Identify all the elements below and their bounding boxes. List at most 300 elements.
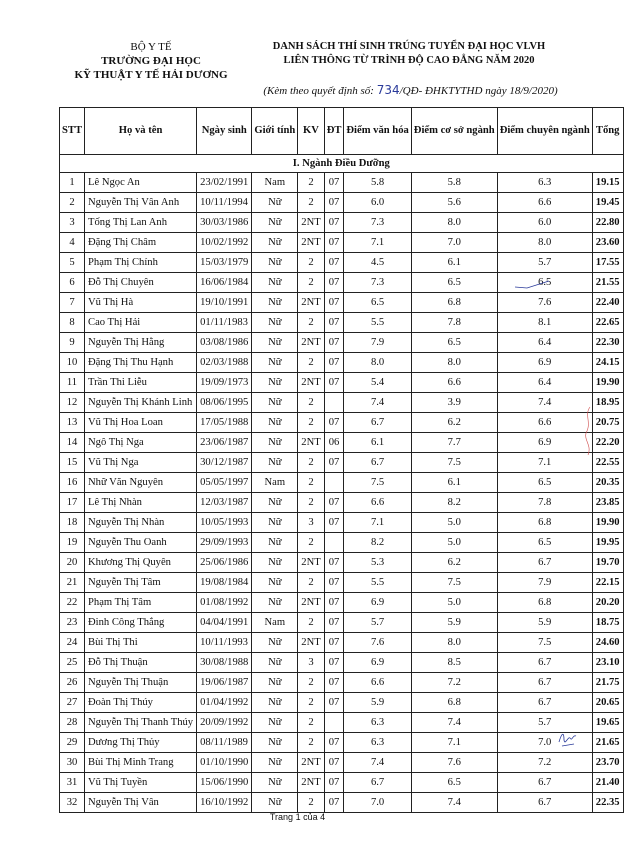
major-score-cell: 7.1 (497, 453, 592, 473)
kv-cell: 2 (298, 313, 324, 333)
total-cell: 22.80 (592, 213, 623, 233)
total-cell: 18.95 (592, 393, 623, 413)
base-score-cell: 6.2 (411, 413, 497, 433)
base-score-cell: 7.5 (411, 453, 497, 473)
dob-cell: 23/06/1987 (197, 433, 252, 453)
base-score-cell: 6.8 (411, 293, 497, 313)
base-score-cell: 6.6 (411, 373, 497, 393)
major-score-cell: 6.9 (497, 433, 592, 453)
dob-cell: 15/06/1990 (197, 773, 252, 793)
base-score-cell: 6.1 (411, 253, 497, 273)
gender-cell: Nữ (252, 753, 298, 773)
stt-cell: 25 (60, 653, 85, 673)
total-cell: 19.70 (592, 553, 623, 573)
dob-cell: 01/04/1992 (197, 693, 252, 713)
gender-cell: Nữ (252, 373, 298, 393)
title-line1: DANH SÁCH THÍ SINH TRÚNG TUYỂN ĐẠI HỌC VLVH (272, 41, 546, 52)
dt-cell: 07 (324, 513, 344, 533)
dt-cell: 07 (324, 753, 344, 773)
stt-cell: 16 (60, 473, 85, 493)
dob-cell: 04/04/1991 (197, 613, 252, 633)
table-row (60, 173, 624, 193)
dt-cell: 07 (324, 313, 344, 333)
col-header-dob: Ngày sinh (197, 108, 252, 155)
kv-cell: 2NT (298, 593, 324, 613)
name-cell: Lê Thị Nhàn (85, 493, 197, 513)
kv-cell: 2NT (298, 553, 324, 573)
total-cell: 20.75 (592, 413, 623, 433)
stt-cell: 6 (60, 273, 85, 293)
gender-cell: Nam (252, 613, 298, 633)
dob-cell: 19/06/1987 (197, 673, 252, 693)
table-row (60, 233, 624, 253)
table-row (60, 393, 624, 413)
major-score-cell: 6.8 (497, 593, 592, 613)
name-cell: Dương Thị Thủy (85, 733, 197, 753)
stt-cell: 7 (60, 293, 85, 313)
kv-cell: 2NT (298, 433, 324, 453)
gender-cell: Nữ (252, 493, 298, 513)
col-header-name: Họ và tên (85, 108, 197, 155)
name-cell: Đỗ Thị Chuyên (85, 273, 197, 293)
dob-cell: 30/12/1987 (197, 453, 252, 473)
name-cell: Đoàn Thị Thúy (85, 693, 197, 713)
culture-score-cell: 7.5 (344, 473, 411, 493)
total-cell: 17.55 (592, 253, 623, 273)
stt-cell: 14 (60, 433, 85, 453)
stt-cell: 17 (60, 493, 85, 513)
culture-score-cell: 6.9 (344, 653, 411, 673)
culture-score-cell: 5.5 (344, 313, 411, 333)
gender-cell: Nữ (252, 553, 298, 573)
gender-cell: Nữ (252, 193, 298, 213)
initials-signature (556, 728, 580, 750)
kv-cell: 2 (298, 793, 324, 813)
total-cell: 23.10 (592, 653, 623, 673)
dob-cell: 10/05/1993 (197, 513, 252, 533)
stt-cell: 2 (60, 193, 85, 213)
total-cell: 22.40 (592, 293, 623, 313)
total-cell: 24.15 (592, 353, 623, 373)
stt-cell: 26 (60, 673, 85, 693)
total-cell: 22.15 (592, 573, 623, 593)
dob-cell: 05/05/1997 (197, 473, 252, 493)
name-cell: Đặng Thị Châm (85, 233, 197, 253)
decision-suffix: /QĐ- ĐHKTYTHD ngày 18/9/2020) (399, 85, 558, 97)
base-score-cell: 7.6 (411, 753, 497, 773)
kv-cell: 2 (298, 413, 324, 433)
total-cell: 19.90 (592, 373, 623, 393)
stt-cell: 31 (60, 773, 85, 793)
base-score-cell: 6.5 (411, 273, 497, 293)
table-row (60, 513, 624, 533)
col-header-culture: Điểm văn hóa (344, 108, 411, 155)
base-score-cell: 3.9 (411, 393, 497, 413)
dob-cell: 19/10/1991 (197, 293, 252, 313)
gender-cell: Nữ (252, 433, 298, 453)
dt-cell (324, 533, 344, 553)
base-score-cell: 7.2 (411, 673, 497, 693)
dt-cell: 07 (324, 633, 344, 653)
major-score-cell: 6.7 (497, 773, 592, 793)
kv-cell: 2 (298, 193, 324, 213)
name-cell: Nguyễn Thị Hằng (85, 333, 197, 353)
table-row (60, 533, 624, 553)
title-line2: LIÊN THÔNG TỪ TRÌNH ĐỘ CAO ĐẲNG NĂM 2020 (283, 55, 535, 66)
total-cell: 20.65 (592, 693, 623, 713)
table-row (60, 773, 624, 793)
dob-cell: 01/08/1992 (197, 593, 252, 613)
major-score-cell: 6.5 (497, 473, 592, 493)
dt-cell (324, 473, 344, 493)
name-cell: Đỗ Thị Thuận (85, 653, 197, 673)
major-score-cell: 5.9 (497, 613, 592, 633)
gender-cell: Nữ (252, 673, 298, 693)
major-score-cell: 6.4 (497, 333, 592, 353)
name-cell: Khương Thị Quyên (85, 553, 197, 573)
gender-cell: Nữ (252, 333, 298, 353)
table-row (60, 333, 624, 353)
table-row (60, 673, 624, 693)
major-score-cell: 7.9 (497, 573, 592, 593)
culture-score-cell: 7.4 (344, 753, 411, 773)
kv-cell: 2 (298, 673, 324, 693)
name-cell: Vũ Thị Hà (85, 293, 197, 313)
kv-cell: 3 (298, 653, 324, 673)
total-cell: 21.55 (592, 273, 623, 293)
gender-cell: Nữ (252, 593, 298, 613)
table-row (60, 353, 624, 373)
gender-cell: Nữ (252, 253, 298, 273)
ministry-name: BỘ Y TẾ (130, 41, 172, 53)
institution-header (56, 40, 246, 82)
dt-cell: 07 (324, 693, 344, 713)
stt-cell: 13 (60, 413, 85, 433)
kv-cell: 2 (298, 733, 324, 753)
major-score-cell: 7.0 (497, 733, 592, 753)
stt-cell: 21 (60, 573, 85, 593)
major-score-cell: 5.7 (497, 713, 592, 733)
table-row (60, 653, 624, 673)
major-score-cell: 6.7 (497, 653, 592, 673)
name-cell: Nguyễn Thị Thuận (85, 673, 197, 693)
dob-cell: 10/11/1994 (197, 193, 252, 213)
culture-score-cell: 6.7 (344, 453, 411, 473)
stt-cell: 8 (60, 313, 85, 333)
total-cell: 23.60 (592, 233, 623, 253)
kv-cell: 2 (298, 693, 324, 713)
stt-cell: 27 (60, 693, 85, 713)
dt-cell: 07 (324, 673, 344, 693)
kv-cell: 2 (298, 253, 324, 273)
name-cell: Phạm Thị Chính (85, 253, 197, 273)
dt-cell: 07 (324, 593, 344, 613)
page-number: Trang 1 của 4 (269, 812, 326, 822)
pen-check-mark (513, 280, 553, 290)
culture-score-cell: 8.2 (344, 533, 411, 553)
culture-score-cell: 5.8 (344, 173, 411, 193)
stt-cell: 19 (60, 533, 85, 553)
stt-cell: 22 (60, 593, 85, 613)
name-cell: Tống Thị Lan Anh (85, 213, 197, 233)
dob-cell: 23/02/1991 (197, 173, 252, 193)
table-row (60, 293, 624, 313)
major-score-cell: 6.0 (497, 213, 592, 233)
stt-cell: 24 (60, 633, 85, 653)
stt-cell: 30 (60, 753, 85, 773)
name-cell: Cao Thị Hải (85, 313, 197, 333)
dt-cell: 07 (324, 773, 344, 793)
major-score-cell: 6.4 (497, 373, 592, 393)
dt-cell: 07 (324, 653, 344, 673)
table-row (60, 633, 624, 653)
kv-cell: 2 (298, 613, 324, 633)
gender-cell: Nữ (252, 773, 298, 793)
col-header-total: Tổng (592, 108, 623, 155)
dob-cell: 19/09/1973 (197, 373, 252, 393)
dt-cell (324, 713, 344, 733)
decision-reference (248, 83, 573, 97)
culture-score-cell: 5.9 (344, 693, 411, 713)
decision-number: 734 (376, 83, 400, 97)
dt-cell: 07 (324, 373, 344, 393)
base-score-cell: 6.8 (411, 693, 497, 713)
major-score-cell: 7.4 (497, 393, 592, 413)
dob-cell: 30/03/1986 (197, 213, 252, 233)
base-score-cell: 7.8 (411, 313, 497, 333)
dob-cell: 17/05/1988 (197, 413, 252, 433)
table-row (60, 753, 624, 773)
major-score-cell: 6.6 (497, 193, 592, 213)
dob-cell: 01/10/1990 (197, 753, 252, 773)
total-cell: 24.60 (592, 633, 623, 653)
dob-cell: 10/02/1992 (197, 233, 252, 253)
culture-score-cell: 7.3 (344, 213, 411, 233)
culture-score-cell: 6.6 (344, 673, 411, 693)
name-cell: Bùi Thị Thi (85, 633, 197, 653)
dob-cell: 01/11/1983 (197, 313, 252, 333)
col-header-stt: STT (60, 108, 85, 155)
base-score-cell: 7.4 (411, 713, 497, 733)
base-score-cell: 8.2 (411, 493, 497, 513)
gender-cell: Nữ (252, 733, 298, 753)
gender-cell: Nữ (252, 453, 298, 473)
stt-cell: 18 (60, 513, 85, 533)
total-cell: 23.85 (592, 493, 623, 513)
culture-score-cell: 4.5 (344, 253, 411, 273)
table-row (60, 193, 624, 213)
dt-cell: 07 (324, 453, 344, 473)
name-cell: Nguyễn Thị Thanh Thúy (85, 713, 197, 733)
total-cell: 19.95 (592, 533, 623, 553)
gender-cell: Nữ (252, 413, 298, 433)
dob-cell: 30/08/1988 (197, 653, 252, 673)
dt-cell: 07 (324, 213, 344, 233)
gender-cell: Nữ (252, 293, 298, 313)
kv-cell: 2NT (298, 233, 324, 253)
major-score-cell: 6.5 (497, 533, 592, 553)
culture-score-cell: 6.3 (344, 713, 411, 733)
total-cell: 19.45 (592, 193, 623, 213)
major-score-cell: 8.1 (497, 313, 592, 333)
kv-cell: 2 (298, 453, 324, 473)
name-cell: Nguyễn Thị Nhàn (85, 513, 197, 533)
name-cell: Nguyễn Thị Tâm (85, 573, 197, 593)
dt-cell: 06 (324, 433, 344, 453)
stt-cell: 20 (60, 553, 85, 573)
culture-score-cell: 6.3 (344, 733, 411, 753)
major-score-cell: 6.6 (497, 413, 592, 433)
kv-cell: 2 (298, 173, 324, 193)
table-header-row (60, 108, 624, 155)
gender-cell: Nữ (252, 693, 298, 713)
major-score-cell: 6.7 (497, 693, 592, 713)
col-header-major: Điểm chuyên ngành (497, 108, 592, 155)
gender-cell: Nữ (252, 393, 298, 413)
dt-cell: 07 (324, 493, 344, 513)
kv-cell: 3 (298, 513, 324, 533)
major-score-cell: 8.0 (497, 233, 592, 253)
kv-cell: 2NT (298, 213, 324, 233)
gender-cell: Nam (252, 173, 298, 193)
school-name-line2: KỸ THUẬT Y TẾ HẢI DƯƠNG (74, 69, 228, 81)
stt-cell: 9 (60, 333, 85, 353)
total-cell: 22.35 (592, 793, 623, 813)
major-score-cell: 7.5 (497, 633, 592, 653)
dt-cell: 07 (324, 333, 344, 353)
dt-cell: 07 (324, 733, 344, 753)
culture-score-cell: 8.0 (344, 353, 411, 373)
culture-score-cell: 7.3 (344, 273, 411, 293)
major-score-cell: 6.3 (497, 173, 592, 193)
base-score-cell: 6.5 (411, 333, 497, 353)
table-row (60, 493, 624, 513)
dob-cell: 12/03/1987 (197, 493, 252, 513)
name-cell: Bùi Thị Minh Trang (85, 753, 197, 773)
stt-cell: 1 (60, 173, 85, 193)
total-cell: 20.35 (592, 473, 623, 493)
name-cell: Vũ Thị Nga (85, 453, 197, 473)
major-score-cell: 6.7 (497, 673, 592, 693)
table-row (60, 573, 624, 593)
dt-cell: 07 (324, 553, 344, 573)
dob-cell: 03/08/1986 (197, 333, 252, 353)
kv-cell: 2 (298, 473, 324, 493)
base-score-cell: 8.5 (411, 653, 497, 673)
dt-cell: 07 (324, 253, 344, 273)
kv-cell: 2 (298, 533, 324, 553)
base-score-cell: 6.5 (411, 773, 497, 793)
name-cell: Ngô Thị Nga (85, 433, 197, 453)
total-cell: 18.75 (592, 613, 623, 633)
dt-cell: 07 (324, 193, 344, 213)
table-row (60, 713, 624, 733)
name-cell: Nguyễn Thu Oanh (85, 533, 197, 553)
dob-cell: 08/06/1995 (197, 393, 252, 413)
dob-cell: 02/03/1988 (197, 353, 252, 373)
culture-score-cell: 7.1 (344, 513, 411, 533)
dt-cell: 07 (324, 353, 344, 373)
name-cell: Đặng Thị Thu Hạnh (85, 353, 197, 373)
culture-score-cell: 7.0 (344, 793, 411, 813)
kv-cell: 2NT (298, 633, 324, 653)
stt-cell: 28 (60, 713, 85, 733)
dob-cell: 16/06/1984 (197, 273, 252, 293)
kv-cell: 2 (298, 393, 324, 413)
culture-score-cell: 6.5 (344, 293, 411, 313)
base-score-cell: 7.4 (411, 793, 497, 813)
name-cell: Trần Thi Liễu (85, 373, 197, 393)
culture-score-cell: 6.0 (344, 193, 411, 213)
table-row (60, 313, 624, 333)
dt-cell: 07 (324, 173, 344, 193)
stt-cell: 29 (60, 733, 85, 753)
gender-cell: Nữ (252, 573, 298, 593)
table-row (60, 473, 624, 493)
major-score-cell: 6.7 (497, 553, 592, 573)
kv-cell: 2 (298, 713, 324, 733)
stt-cell: 15 (60, 453, 85, 473)
table-row (60, 733, 624, 753)
major-score-cell: 7.2 (497, 753, 592, 773)
culture-score-cell: 7.1 (344, 233, 411, 253)
major-score-cell: 6.8 (497, 513, 592, 533)
table-row (60, 413, 624, 433)
name-cell: Nguyễn Thị Khánh Linh (85, 393, 197, 413)
dt-cell: 07 (324, 233, 344, 253)
base-score-cell: 5.0 (411, 533, 497, 553)
dt-cell (324, 393, 344, 413)
dt-cell: 07 (324, 273, 344, 293)
name-cell: Nguyễn Thị Vân (85, 793, 197, 813)
total-cell: 23.70 (592, 753, 623, 773)
table-row (60, 433, 624, 453)
document-title (244, 40, 574, 68)
gender-cell: Nữ (252, 313, 298, 333)
col-header-base: Điểm cơ sở ngành (411, 108, 497, 155)
gender-cell: Nữ (252, 213, 298, 233)
dt-cell: 07 (324, 613, 344, 633)
culture-score-cell: 5.7 (344, 613, 411, 633)
stt-cell: 12 (60, 393, 85, 413)
table-row (60, 613, 624, 633)
dob-cell: 25/06/1986 (197, 553, 252, 573)
table-row (60, 593, 624, 613)
dt-cell: 07 (324, 793, 344, 813)
table-row (60, 253, 624, 273)
culture-score-cell: 7.6 (344, 633, 411, 653)
major-score-cell: 7.8 (497, 493, 592, 513)
total-cell: 21.75 (592, 673, 623, 693)
base-score-cell: 7.0 (411, 233, 497, 253)
gender-cell: Nữ (252, 533, 298, 553)
stt-cell: 32 (60, 793, 85, 813)
culture-score-cell: 6.1 (344, 433, 411, 453)
gender-cell: Nữ (252, 713, 298, 733)
col-header-dt: ĐT (324, 108, 344, 155)
name-cell: Phạm Thị Tâm (85, 593, 197, 613)
major-score-cell: 6.9 (497, 353, 592, 373)
table-row (60, 693, 624, 713)
table-row (60, 373, 624, 393)
culture-score-cell: 7.9 (344, 333, 411, 353)
base-score-cell: 5.8 (411, 173, 497, 193)
kv-cell: 2NT (298, 333, 324, 353)
major-score-cell: 6.5 (497, 273, 592, 293)
base-score-cell: 7.5 (411, 573, 497, 593)
total-cell: 19.90 (592, 513, 623, 533)
kv-cell: 2NT (298, 373, 324, 393)
